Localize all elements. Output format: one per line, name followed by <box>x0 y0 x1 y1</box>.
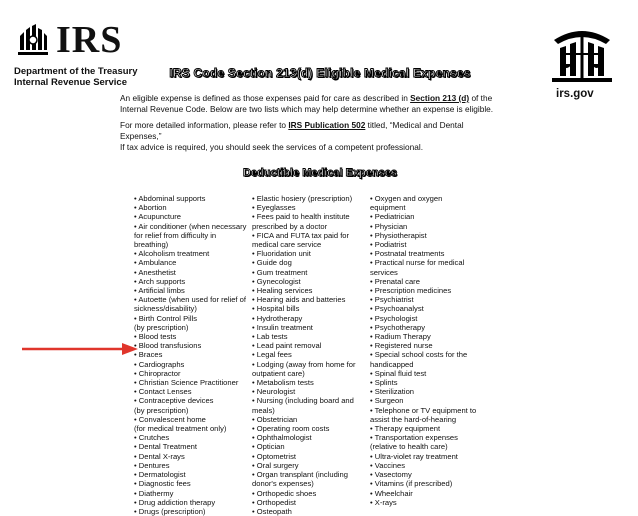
list-item: prescribed by a doctor <box>252 221 328 231</box>
intro-p1-text-after: of the <box>469 93 493 103</box>
list-item: • Artificial limbs <box>134 286 185 296</box>
list-item: • Gum treatment <box>252 267 308 277</box>
list-item: • Psychiatrist <box>370 295 414 305</box>
list-item: • Hearing aids and batteries <box>252 295 346 305</box>
intro-p2-text-after: titled, “Medical and Dental Expenses,” <box>120 120 464 141</box>
list-item: • Orthopedic shoes <box>252 488 317 498</box>
department-line-2: Internal Revenue Service <box>14 77 127 88</box>
list-item: • Dentures <box>134 460 170 470</box>
list-item: • Birth Control Pills <box>134 313 198 323</box>
list-item: • Podiatrist <box>370 240 407 250</box>
irs-eagle-icon <box>14 22 52 60</box>
list-item: • X-rays <box>370 497 397 507</box>
list-item: (by prescription) <box>134 405 189 415</box>
list-item: • Orthopedist <box>252 497 297 507</box>
list-item: meals) <box>252 405 275 415</box>
list-item: • Vasectomy <box>370 470 412 480</box>
list-item: • Contraceptive devices <box>134 396 214 406</box>
irs-scales-eagle-icon <box>546 20 618 86</box>
list-item: • Abdominal supports <box>134 194 206 203</box>
list-item: • FICA and FUTA tax paid for <box>252 230 350 240</box>
list-item: for relief from difficulty in <box>134 230 217 240</box>
expense-column-2 <box>252 194 364 516</box>
list-item: • Sterilization <box>370 387 415 397</box>
section-213d-link[interactable]: Section 213 (d) <box>410 93 470 103</box>
list-item: • Insulin treatment <box>252 322 313 332</box>
list-item: • Ambulance <box>134 258 177 268</box>
list-item: • Lodging (away from home for <box>252 359 356 369</box>
intro-paragraph-2 <box>120 120 500 153</box>
list-item: • Air conditioner (when necessary <box>134 221 247 231</box>
list-item: • Fluoridation unit <box>252 249 311 259</box>
list-item: • Christian Science Practitioner <box>134 378 239 388</box>
list-item: • Special school costs for the <box>370 350 468 360</box>
list-item: • Vitamins (if prescribed) <box>370 479 453 489</box>
list-item: • Autoette (when used for relief of <box>134 295 246 305</box>
list-item: • Alcoholism treatment <box>134 249 210 259</box>
list-item: • Drugs (prescription) <box>134 506 206 516</box>
list-item: • Fees paid to health institute <box>252 212 350 222</box>
section-subtitle: Deductible Medical Expenses <box>242 167 398 179</box>
list-item: • Dental X-rays <box>134 451 185 461</box>
list-item: • Guide dog <box>252 258 292 268</box>
intro-p1-line2: Internal Revenue Code. Below are two lists which may help determine whether an expense is eligible. <box>120 104 494 114</box>
list-item: • Psychoanalyst <box>370 304 424 314</box>
list-item: (for medical treatment only) <box>134 424 227 434</box>
list-item: • Crutches <box>134 433 170 443</box>
list-item: • Legal fees <box>252 350 292 360</box>
list-item: • Therapy equipment <box>370 424 441 434</box>
list-item: • Blood transfusions <box>134 341 202 351</box>
intro-p2-line2: If tax advice is required, you should seek the services of a competent professional. <box>120 142 423 152</box>
list-item: • Neurologist <box>252 387 296 397</box>
list-item: • Postnatal treatments <box>370 249 445 259</box>
list-item: • Drug addiction therapy <box>134 497 216 507</box>
list-item: • Wheelchair <box>370 488 413 498</box>
list-item: • Healing services <box>252 286 313 296</box>
list-item: • Hospital bills <box>252 304 300 314</box>
list-item: medical care service <box>252 240 322 250</box>
list-item: • Abortion <box>134 203 167 213</box>
list-item: • Dermatologist <box>134 470 186 480</box>
list-item: • Physician <box>370 221 408 231</box>
list-item: • Surgeon <box>370 396 404 406</box>
list-item: • Gynecologist <box>252 276 301 286</box>
list-item: • Hydrotherapy <box>252 313 303 323</box>
list-item: • Optometrist <box>252 451 297 461</box>
list-item: • Radium Therapy <box>370 332 431 342</box>
list-item: • Physiotherapist <box>370 230 427 240</box>
list-item: • Obstetrician <box>252 414 298 424</box>
list-item: • Optician <box>252 442 285 452</box>
list-item: • Acupuncture <box>134 212 181 222</box>
list-item: equipment <box>370 203 406 213</box>
list-item: • Elastic hosiery (prescription) <box>252 194 353 203</box>
list-item: • Operating room costs <box>252 424 330 434</box>
list-item: • Lab tests <box>252 332 288 342</box>
list-item: (relative to health care) <box>370 442 448 452</box>
department-name <box>14 66 138 88</box>
list-item: • Braces <box>134 350 163 360</box>
publication-502-link[interactable]: IRS Publication 502 <box>288 120 366 130</box>
list-item: outpatient care) <box>252 368 305 378</box>
list-item: • Oxygen and oxygen <box>370 194 443 203</box>
list-item: • Telephone or TV equipment to <box>370 405 477 415</box>
list-item: (by prescription) <box>134 322 189 332</box>
list-item: • Metabolism tests <box>252 378 314 388</box>
page-title: IRS Code Section 213(d) Eligible Medical Expenses <box>169 66 471 80</box>
list-item: • Convalescent home <box>134 414 206 424</box>
list-item: donor's expenses) <box>252 479 314 489</box>
list-item: • Diathermy <box>134 488 174 498</box>
list-item: • Blood tests <box>134 332 177 342</box>
list-item: • Vaccines <box>370 460 406 470</box>
list-item: handicapped <box>370 359 414 369</box>
list-item: • Psychologist <box>370 313 418 323</box>
list-item: • Spinal fluid test <box>370 368 427 378</box>
list-item: • Nursing (including board and <box>252 396 354 406</box>
list-item: • Ultra-violet ray treatment <box>370 451 458 461</box>
list-item: • Chiropractor <box>134 368 181 378</box>
list-item: • Splints <box>370 378 398 388</box>
intro-p2-text: For more detailed information, please refer to <box>120 120 289 130</box>
list-item: • Organ transplant (including <box>252 470 348 480</box>
list-item: • Oral surgery <box>252 460 299 470</box>
irs-logo-text: IRS <box>56 19 123 61</box>
list-item: assist the hard-of-hearing <box>370 414 457 424</box>
list-item: • Lead paint removal <box>252 341 322 351</box>
list-item: • Psychotherapy <box>370 322 425 332</box>
list-item: • Ophthalmologist <box>252 433 312 443</box>
list-item: • Contact Lenses <box>134 387 192 397</box>
list-item: sickness/disability) <box>134 304 197 314</box>
list-item: services <box>370 267 398 277</box>
expense-column-1 <box>134 194 250 516</box>
list-item: • Osteopath <box>252 506 292 516</box>
list-item: • Prenatal care <box>370 276 420 286</box>
list-item: • Cardiographs <box>134 359 185 369</box>
list-item: breathing) <box>134 240 169 250</box>
irs-gov-caption: irs.gov <box>556 88 594 100</box>
red-arrow-icon <box>22 342 138 356</box>
list-item: • Practical nurse for medical <box>370 258 465 268</box>
list-item: • Dental Treatment <box>134 442 198 452</box>
list-item: • Prescription medicines <box>370 286 452 296</box>
list-item: • Pediatrician <box>370 212 415 222</box>
list-item: • Anesthetist <box>134 267 176 277</box>
list-item: • Registered nurse <box>370 341 433 351</box>
intro-paragraph-1 <box>120 93 500 115</box>
list-item: • Diagnostic fees <box>134 479 191 489</box>
list-item: • Eyeglasses <box>252 203 296 213</box>
list-item: • Arch supports <box>134 276 186 286</box>
intro-p1-text: An eligible expense is defined as those expenses paid for care as described in <box>120 93 411 103</box>
department-line-1: Department of the Treasury <box>14 66 138 77</box>
list-item: • Transportation expenses <box>370 433 458 443</box>
expense-column-3 <box>370 194 482 507</box>
